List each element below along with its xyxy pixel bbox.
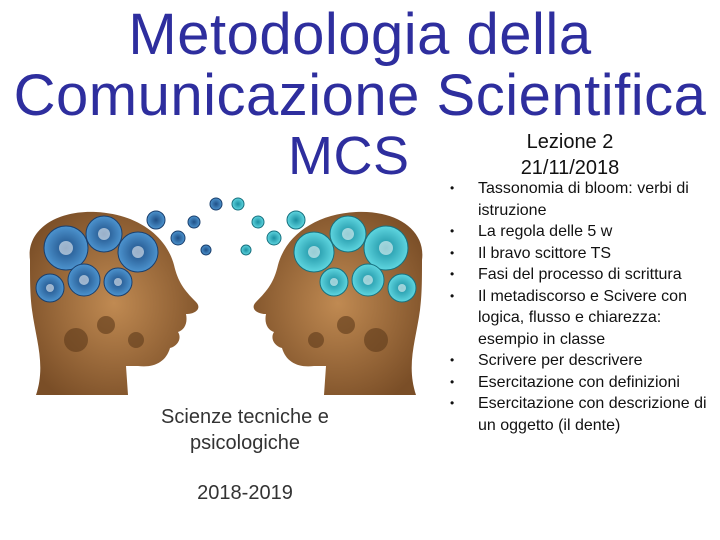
two-heads-with-gears-icon <box>6 190 446 400</box>
bullet-icon: • <box>450 374 455 389</box>
lesson-date: 21/11/2018 <box>520 157 620 179</box>
title-line-2: Comunicazione Scientifica <box>13 63 707 128</box>
bullet-icon: • <box>450 267 455 281</box>
bullet-icon: • <box>450 181 455 195</box>
bullet-icon: • <box>450 245 455 260</box>
academic-year: 2018-2019 <box>197 482 293 504</box>
topic-item: • Esercitazione con definizioni <box>446 372 716 394</box>
topic-item: • Scrivere per descrivere <box>446 350 716 372</box>
topic-item: • Il bravo scittore TS <box>446 243 716 265</box>
bullet-icon: • <box>450 288 455 303</box>
title-acronym: MCS <box>288 126 410 186</box>
bullet-icon: • <box>450 396 455 410</box>
bullet-icon: • <box>450 353 455 367</box>
topic-item: • Esercitazione con descrizione di un oggetto (il dente) <box>450 395 707 434</box>
lesson-title: Lezione 2 <box>526 131 614 153</box>
title-line-1: Metodologia della <box>128 2 592 67</box>
topic-item: • Tassonomia di bloom: verbi di istruzione <box>450 180 689 219</box>
topic-item: • Fasi del processo di scrittura <box>446 264 716 286</box>
course-name: Scienze tecniche e psicologiche <box>161 406 329 454</box>
topic-item: • Il metadiscorso e Scivere con logica, flusso e chiarezza: esempio in classe <box>450 287 687 348</box>
topic-item: • La regola delle 5 w <box>446 221 716 243</box>
topic-list <box>446 178 716 436</box>
bullet-icon: • <box>450 224 455 238</box>
